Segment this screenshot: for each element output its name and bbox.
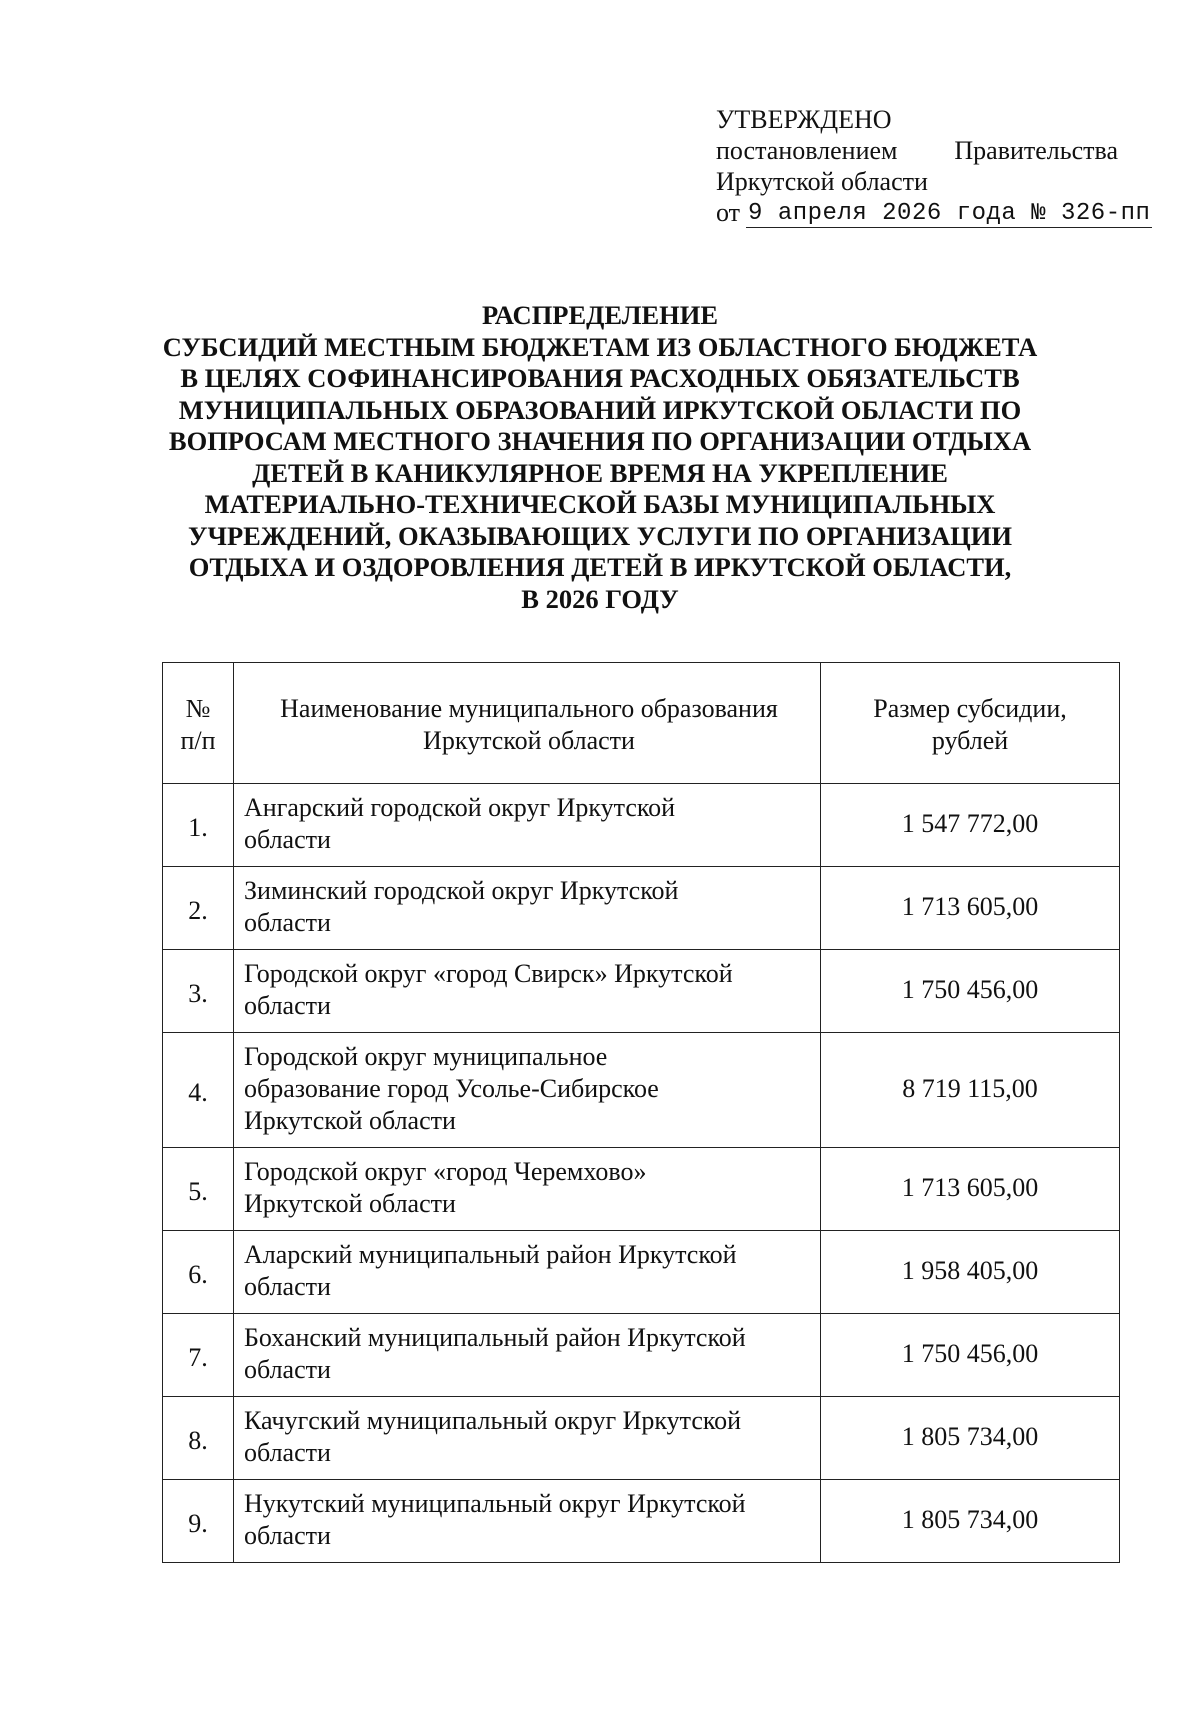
- row-amount: 1 805 734,00: [821, 1397, 1120, 1480]
- table-row: [163, 784, 1120, 867]
- row-name-line: Иркутской области: [244, 1189, 456, 1218]
- row-name-line: Зиминский городской округ Иркутской: [244, 876, 679, 905]
- row-name-line: области: [244, 825, 331, 854]
- row-name: [234, 784, 821, 867]
- row-num: 6.: [163, 1231, 234, 1314]
- document-title: [150, 300, 1050, 615]
- header-name: [234, 663, 821, 784]
- table-row: [163, 950, 1120, 1033]
- row-name: [234, 867, 821, 950]
- title-line: В ЦЕЛЯХ СОФИНАНСИРОВАНИЯ РАСХОДНЫХ ОБЯЗАТЕЛЬСТВ: [180, 363, 1020, 393]
- title-line: МАТЕРИАЛЬНО-ТЕХНИЧЕСКОЙ БАЗЫ МУНИЦИПАЛЬНЫХ: [204, 489, 996, 519]
- row-name-line: области: [244, 991, 331, 1020]
- header-amount-line1: Размер субсидии,: [873, 694, 1067, 723]
- approved-label: УТВЕРЖДЕНО: [716, 105, 892, 134]
- row-amount: 1 713 605,00: [821, 867, 1120, 950]
- row-name-line: области: [244, 1438, 331, 1467]
- approval-stamp: [716, 104, 1152, 228]
- row-name-line: образование город Усолье-Сибирское: [244, 1074, 659, 1103]
- row-amount: 8 719 115,00: [821, 1033, 1120, 1148]
- table-row: [163, 1231, 1120, 1314]
- header-amount-line2: рублей: [931, 726, 1009, 755]
- row-name: [234, 1397, 821, 1480]
- header-num-line2: п/п: [180, 726, 216, 755]
- title-line: ДЕТЕЙ В КАНИКУЛЯРНОЕ ВРЕМЯ НА УКРЕПЛЕНИЕ: [252, 457, 948, 488]
- title-line: ОТДЫХА И ОЗДОРОВЛЕНИЯ ДЕТЕЙ В ИРКУТСКОЙ ОБЛАСТИ,: [188, 552, 1012, 582]
- row-amount: 1 805 734,00: [821, 1480, 1120, 1563]
- row-name: [234, 1314, 821, 1397]
- row-name-line: Городской округ муниципальное: [244, 1042, 608, 1071]
- row-name: [234, 1480, 821, 1563]
- row-amount: 1 713 605,00: [821, 1148, 1120, 1231]
- table-row: [163, 867, 1120, 950]
- row-num: 4.: [163, 1033, 234, 1148]
- row-num: 3.: [163, 950, 234, 1033]
- approval-date-value: 9 апреля 2026 года № 326-пп: [748, 200, 1151, 227]
- table-row: [163, 1314, 1120, 1397]
- row-amount: 1 547 772,00: [821, 784, 1120, 867]
- row-name-line: области: [244, 1521, 331, 1550]
- approval-by-word: постановлением: [716, 136, 898, 165]
- row-name-line: области: [244, 908, 331, 937]
- header-name-line1: Наименование муниципального образования: [280, 694, 778, 723]
- row-name: [234, 1033, 821, 1148]
- table-header-row: [163, 663, 1120, 784]
- title-line: РАСПРЕДЕЛЕНИЕ: [481, 300, 719, 330]
- row-num: 1.: [163, 784, 234, 867]
- row-amount: 1 750 456,00: [821, 950, 1120, 1033]
- row-num: 7.: [163, 1314, 234, 1397]
- table-row: [163, 1397, 1120, 1480]
- row-amount: 1 958 405,00: [821, 1231, 1120, 1314]
- row-name-line: Городской округ «город Свирск» Иркутской: [244, 959, 733, 988]
- row-name: [234, 1231, 821, 1314]
- header-amount: [821, 663, 1120, 784]
- title-line: СУБСИДИЙ МЕСТНЫМ БЮДЖЕТАМ ИЗ ОБЛАСТНОГО БЮДЖЕТА: [162, 331, 1038, 362]
- row-name-line: Боханский муниципальный район Иркутской: [244, 1323, 746, 1352]
- row-name: [234, 1148, 821, 1231]
- row-num: 5.: [163, 1148, 234, 1231]
- row-name-line: Городской округ «город Черемхово»: [244, 1157, 647, 1186]
- row-num: 9.: [163, 1480, 234, 1563]
- row-name-line: Качугский муниципальный округ Иркутской: [244, 1406, 742, 1435]
- row-name-line: области: [244, 1272, 331, 1301]
- approval-region: Иркутской области: [716, 167, 928, 196]
- row-num: 8.: [163, 1397, 234, 1480]
- row-name-line: Иркутской области: [244, 1106, 456, 1135]
- header-num: [163, 663, 234, 784]
- approval-date-line: [716, 197, 1152, 228]
- title-line: УЧРЕЖДЕНИЙ, ОКАЗЫВАЮЩИХ УСЛУГИ ПО ОРГАНИЗАЦИИ: [188, 520, 1012, 551]
- row-amount: 1 750 456,00: [821, 1314, 1120, 1397]
- row-num: 2.: [163, 867, 234, 950]
- approval-by-line: [716, 135, 1118, 166]
- row-name: [234, 950, 821, 1033]
- title-line: ВОПРОСАМ МЕСТНОГО ЗНАЧЕНИЯ ПО ОРГАНИЗАЦИИ ОТДЫХА: [168, 426, 1032, 456]
- table-row: [163, 1480, 1120, 1563]
- row-name-line: Аларский муниципальный район Иркутской: [244, 1240, 737, 1269]
- title-line: МУНИЦИПАЛЬНЫХ ОБРАЗОВАНИЙ ИРКУТСКОЙ ОБЛАСТИ ПО: [178, 394, 1022, 425]
- subsidy-table: [162, 662, 1120, 1563]
- row-name-line: Ангарский городской округ Иркутской: [244, 793, 676, 822]
- row-name-line: Нукутский муниципальный округ Иркутской: [244, 1489, 746, 1518]
- header-name-line2: Иркутской области: [423, 726, 635, 755]
- header-num-line1: №: [185, 694, 211, 723]
- row-name-line: области: [244, 1355, 331, 1384]
- approval-date-prefix: от: [716, 198, 741, 227]
- table-row: [163, 1033, 1120, 1148]
- table-row: [163, 1148, 1120, 1231]
- title-line: В 2026 ГОДУ: [521, 583, 679, 614]
- approval-government: Правительства: [954, 136, 1118, 165]
